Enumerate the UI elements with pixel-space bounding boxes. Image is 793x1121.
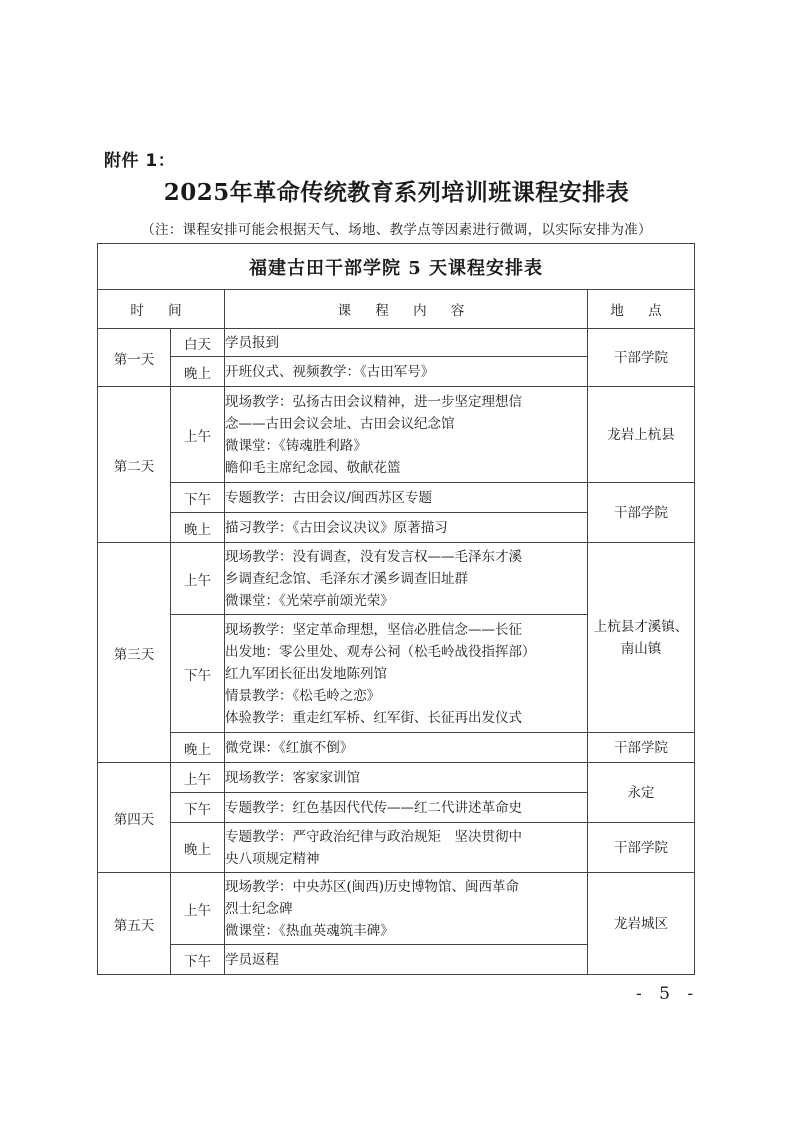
table-row <box>98 387 695 483</box>
period-label: 白天 <box>171 329 225 357</box>
content-line: 念——古田会议会址、古田会议纪念馆 <box>225 415 455 432</box>
table-title-row <box>98 244 695 290</box>
session-content: 学员报到 <box>225 329 588 357</box>
content-line: 央八项规定精神 <box>225 850 320 867</box>
session-place: 干部学院 <box>588 329 695 387</box>
table-row <box>98 733 695 763</box>
day-label: 第五天 <box>98 873 171 975</box>
content-line: 微课堂：《铸魂胜利路》 <box>225 437 367 454</box>
document-note: （注：课程安排可能会根据天气、场地、教学点等因素进行微调，以实际安排为准） <box>141 222 652 238</box>
content-line: 出发地：零公里处、观寿公祠（松毛岭战役指挥部） <box>225 643 536 660</box>
period-label: 晚上 <box>171 823 225 873</box>
session-place: 干部学院 <box>588 483 695 543</box>
period-label: 晚上 <box>171 733 225 763</box>
day-label: 第四天 <box>98 763 171 873</box>
period-label: 上午 <box>171 387 225 483</box>
period-label: 晚上 <box>171 357 225 387</box>
session-content: 描习教学：《古田会议决议》原著描习 <box>225 513 588 543</box>
session-place: 上杭县才溪镇、南山镇 <box>588 543 695 733</box>
schedule-table <box>97 243 695 975</box>
session-content <box>225 615 588 733</box>
page-number: - 5 - <box>636 984 700 1004</box>
table-row <box>98 483 695 513</box>
attachment-label: 附件 1： <box>104 151 176 171</box>
period-label: 上午 <box>171 873 225 945</box>
period-label: 下午 <box>171 945 225 975</box>
session-place: 干部学院 <box>588 733 695 763</box>
content-line: 现场教学：坚定革命理想，坚信必胜信念——长征 <box>225 621 522 638</box>
session-place: 龙岩城区 <box>588 873 695 975</box>
period-label: 上午 <box>171 763 225 793</box>
content-line: 烈士纪念碑 <box>225 900 293 917</box>
content-line: 红九军团长征出发地陈列馆 <box>225 665 387 682</box>
table-row <box>98 823 695 873</box>
content-line: 专题教学：严守政治纪律与政治规矩 坚决贯彻中 <box>225 828 522 845</box>
content-line: 微课堂：《光荣亭前颂光荣》 <box>225 592 394 609</box>
period-label: 上午 <box>171 543 225 615</box>
day-label: 第一天 <box>98 329 171 387</box>
content-line: 体验教学：重走红军桥、红军街、长征再出发仪式 <box>225 709 522 726</box>
session-content <box>225 387 588 483</box>
session-content: 专题教学：古田会议/闽西苏区专题 <box>225 483 588 513</box>
header-time: 时 间 <box>98 290 225 329</box>
header-place: 地 点 <box>588 290 695 329</box>
session-content <box>225 543 588 615</box>
header-content: 课 程 内 容 <box>225 290 588 329</box>
session-content: 现场教学：客家家训馆 <box>225 763 588 793</box>
table-row <box>98 329 695 357</box>
content-line: 乡调查纪念馆、毛泽东才溪乡调查旧址群 <box>225 570 468 587</box>
period-label: 下午 <box>171 793 225 823</box>
document-title: 2025年革命传统教育系列培训班课程安排表 <box>163 179 630 206</box>
content-line: 现场教学：弘扬古田会议精神，进一步坚定理想信 <box>225 393 522 410</box>
session-content <box>225 823 588 873</box>
table-row <box>98 763 695 793</box>
content-line: 情景教学：《松毛岭之恋》 <box>225 687 381 704</box>
day-label: 第二天 <box>98 387 171 543</box>
table-row <box>98 543 695 615</box>
session-content <box>225 873 588 945</box>
table-title: 福建古田干部学院 5 天课程安排表 <box>98 244 695 290</box>
day-label: 第三天 <box>98 543 171 763</box>
content-line: 现场教学：没有调查，没有发言权——毛泽东才溪 <box>225 548 522 565</box>
session-place: 永定 <box>588 763 695 823</box>
table-row <box>98 873 695 945</box>
session-content: 开班仪式、视频教学：《古田军号》 <box>225 357 588 387</box>
session-content: 微党课：《红旗不倒》 <box>225 733 588 763</box>
period-label: 晚上 <box>171 513 225 543</box>
table-header-row <box>98 290 695 329</box>
session-place: 干部学院 <box>588 823 695 873</box>
period-label: 下午 <box>171 483 225 513</box>
period-label: 下午 <box>171 615 225 733</box>
content-line: 现场教学：中央苏区(闽西)历史博物馆、闽西革命 <box>225 878 520 895</box>
session-content: 专题教学：红色基因代代传——红二代讲述革命史 <box>225 793 588 823</box>
content-line: 微课堂：《热血英魂筑丰碑》 <box>225 922 394 939</box>
content-line: 瞻仰毛主席纪念园、敬献花篮 <box>225 459 401 476</box>
session-place: 龙岩上杭县 <box>588 387 695 483</box>
session-content: 学员返程 <box>225 945 588 975</box>
